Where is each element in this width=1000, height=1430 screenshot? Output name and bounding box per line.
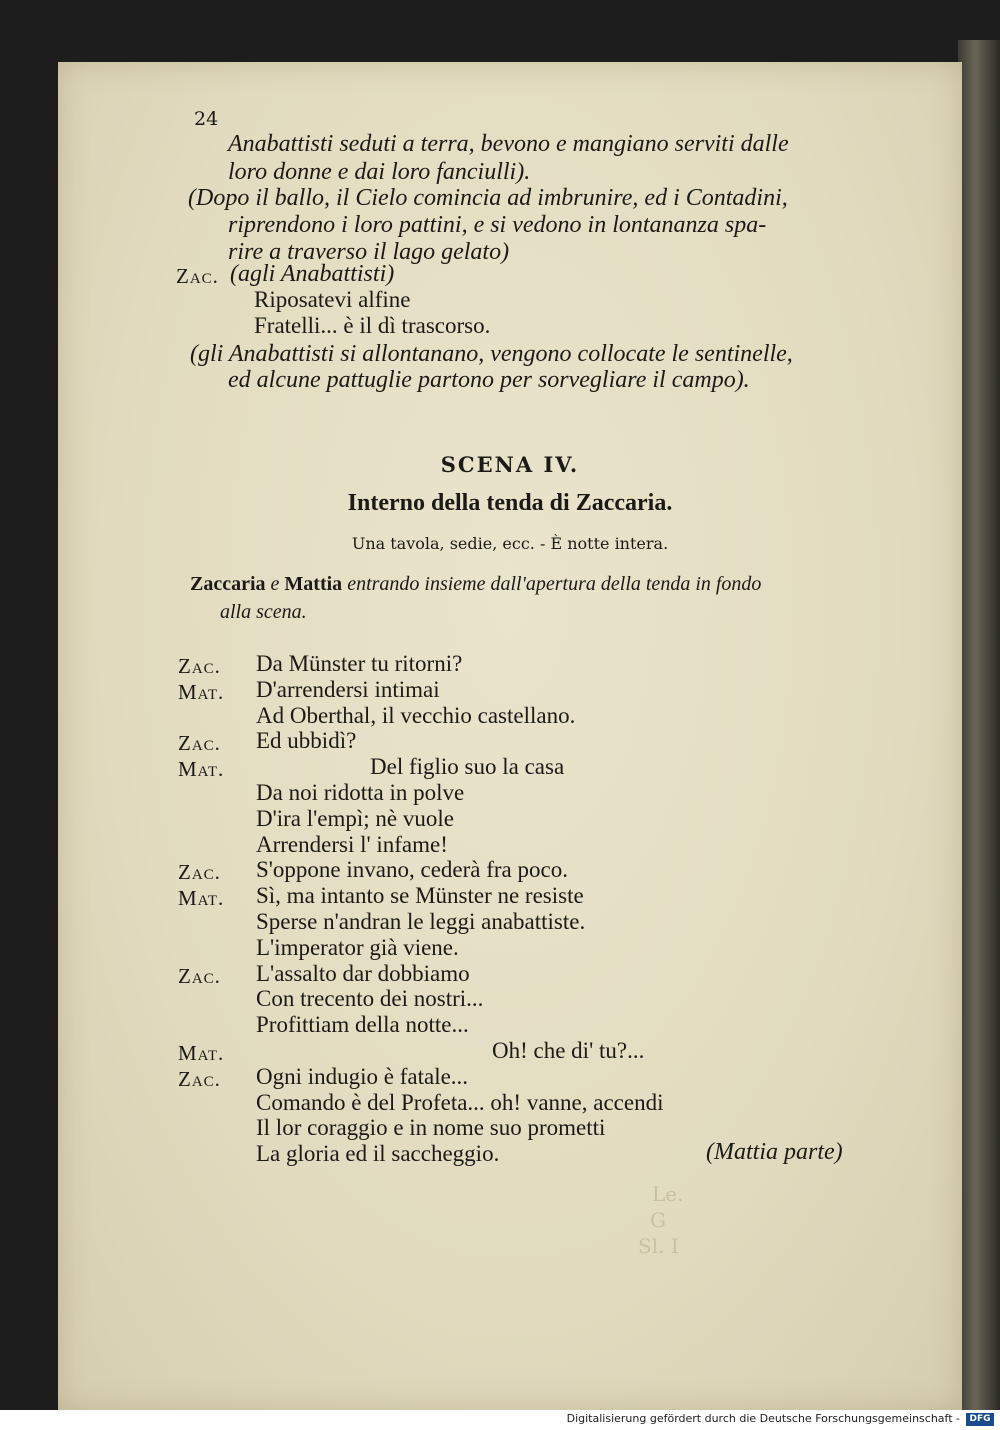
verse-line: Del figlio suo la casa [370, 754, 565, 780]
verse-line: D'arrendersi intimai [256, 676, 440, 702]
verse-line: Ed ubbidì? [256, 728, 357, 754]
page-number: 24 [194, 108, 219, 130]
speaker-label: Zac. [178, 1066, 221, 1091]
speaker-label: Mat. [178, 757, 225, 782]
scene-subtitle: Interno della tenda di Zaccaria. [347, 490, 673, 516]
character-name: Zaccaria [190, 573, 266, 595]
entrance-text: entrando insieme dall'apertura della tenda in fondo [347, 573, 762, 595]
verse-line: Oh! che di' tu?... [492, 1038, 645, 1063]
footer-credit: Digitalisierung gefördert durch die Deutsche Forschungsgemeinschaft - [566, 1412, 960, 1425]
stage-direction-line: Anabattisti seduti a terra, bevono e mangiano serviti dalle [228, 131, 789, 157]
verse-line: Arrendersi l' infame! [256, 831, 448, 857]
speaker-label: Zac. [178, 860, 221, 885]
verse-line: Sì, ma intanto se Münster ne resiste [256, 883, 584, 909]
stage-direction-line: rire a traverso il lago gelato) [228, 239, 510, 265]
verse-line: Sperse n'andran le leggi anabattiste. [256, 909, 586, 934]
page-edge-shadow [958, 40, 1000, 1410]
book-page [58, 62, 962, 1410]
stage-direction-line: (Dopo il ballo, il Cielo comincia ad imbrunire, ed i Contadini, [188, 185, 788, 211]
speaker-label: Zac. [178, 963, 221, 988]
speaker-label: Zac. [178, 731, 221, 756]
verse-line: Da Münster tu ritorni? [256, 651, 463, 676]
verse-line: Profittiam della notte... [256, 1012, 469, 1038]
character-name: Mattia [284, 573, 343, 595]
verse-line: Con trecento dei nostri... [256, 986, 484, 1012]
stage-direction-line: (gli Anabattisti si allontanano, vengono collocate le sentinelle, [190, 341, 793, 367]
speaker-label: Mat. [178, 886, 225, 911]
scene-entrance-line: alla scena. [220, 601, 307, 623]
stage-direction-inline: (agli Anabattisti) [230, 261, 395, 287]
verse-line: Riposatevi alfine [254, 287, 411, 312]
verse-line: Fratelli... è il dì trascorso. [254, 313, 491, 338]
verse-line: La gloria ed il saccheggio. [256, 1141, 500, 1167]
speaker-label: Mat. [178, 1041, 225, 1065]
stage-direction-line: riprendono i loro pattini, e si vedono in lontananza spa- [228, 212, 767, 238]
verse-line: Il lor coraggio e in nome suo prometti [256, 1115, 606, 1141]
scene-entrance-line [190, 574, 761, 594]
scene-setting: Una tavola, sedie, ecc. - È notte intera. [351, 534, 669, 553]
conjunction: e [270, 573, 280, 595]
verse-line: Ogni indugio è fatale... [256, 1063, 469, 1089]
speaker-label: Zac. [176, 264, 219, 288]
stage-direction-inline: (Mattia parte) [706, 1139, 843, 1165]
verse-line: Comando è del Profeta... oh! vanne, accendi [256, 1089, 664, 1115]
stage-direction-line: loro donne e dai loro fanciulli). [228, 159, 531, 185]
speaker-label: Mat. [178, 679, 225, 704]
dfg-logo-icon: DFG [966, 1413, 994, 1426]
verse-line: L'imperator già viene. [256, 934, 459, 960]
library-stamp-line: Sl. I [638, 1234, 679, 1258]
verse-line: L'assalto dar dobbiamo [256, 960, 470, 986]
verse-line: Ad Oberthal, il vecchio castellano. [256, 702, 576, 728]
library-stamp-line: Le. [652, 1182, 684, 1206]
scene-title: SCENA IV. [440, 452, 580, 477]
stage-direction-line: ed alcune pattuglie partono per sorvegliare il campo). [228, 367, 750, 393]
footer-bar [0, 1410, 1000, 1430]
verse-line: Da noi ridotta in polve [256, 780, 465, 805]
speaker-label: Zac. [178, 654, 221, 678]
verse-line: D'ira l'empì; nè vuole [256, 805, 454, 831]
verse-line: S'oppone invano, cederà fra poco. [256, 857, 568, 883]
library-stamp-line: G [650, 1208, 666, 1232]
